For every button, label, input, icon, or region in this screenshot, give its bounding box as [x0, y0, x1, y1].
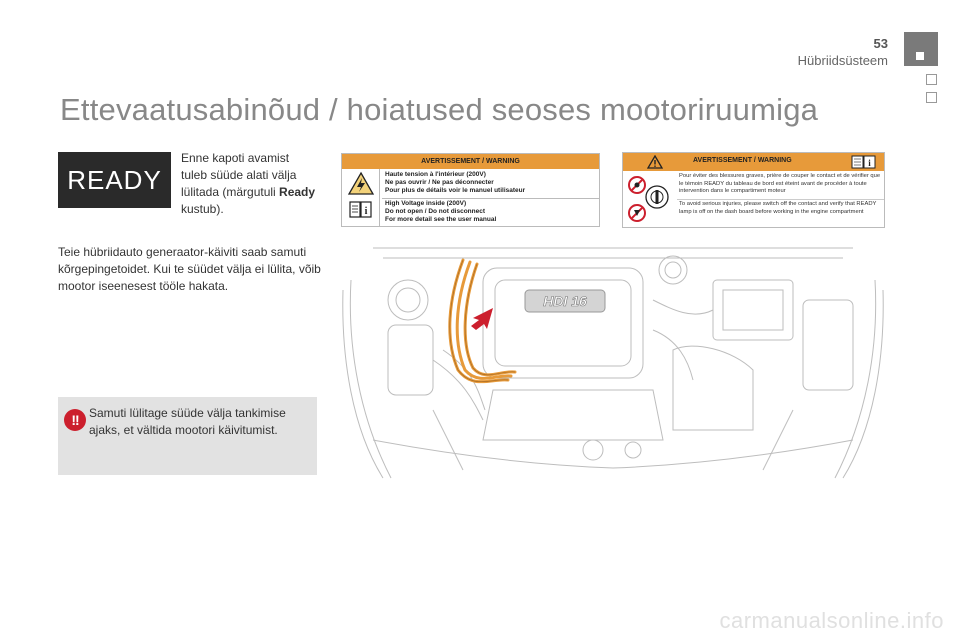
page-number: 53	[873, 36, 888, 51]
warning-en-text: To avoid serious injuries, please switch off the contact and verify that READY lamp is off on the dash board before working in the engine compartment	[679, 201, 877, 215]
section-marker	[904, 32, 938, 66]
note-box	[58, 397, 317, 475]
watermark: carmanualsonline.info	[719, 608, 944, 633]
engine-compartment-illustration	[333, 240, 893, 480]
warning-label-header: AVERTISSEMENT / WARNING	[342, 154, 599, 169]
nav-box-2	[926, 92, 937, 103]
warning-label-large	[622, 152, 885, 228]
warning-triangle-icon	[647, 155, 663, 169]
warning-fr-text: Pour éviter des blessures graves, prière de couper le contact et de vérifier que le témoin READY du tableau de bord est éteint avant de procéder à toute intervention dans le compartiment moteur	[679, 173, 881, 194]
ready-badge: READY	[58, 152, 171, 208]
page-title: Ettevaatusabinõud / hoiatused seoses mootoriruumiga	[60, 92, 819, 127]
svg-text:i: i	[868, 158, 871, 168]
key-ignition-icon	[625, 173, 677, 227]
warning-label-header: AVERTISSEMENT / WARNING	[693, 157, 792, 164]
warning-fr-lines: Haute tension à l'intérieur (200V) Ne pas ouvrir / Ne pas déconnecter Pour plus de détails voir le manuel utilisateur	[385, 171, 526, 194]
intro-text: Enne kapoti avamist tuleb süüde alati välja lülitada (märgutuli Ready kustub).	[181, 151, 316, 216]
engine-cover-text: HDI 16	[543, 293, 587, 309]
note-text: Samuti lülitage süüde välja tankimise ajaks, et vältida mootori käivitumist.	[89, 406, 286, 437]
section-name: Hübriidsüsteem	[797, 53, 888, 68]
nav-box-1	[926, 74, 937, 85]
red-arrow-icon	[471, 308, 493, 330]
svg-text:i: i	[364, 206, 368, 217]
high-voltage-icon	[342, 169, 380, 226]
manual-book-icon	[851, 155, 877, 169]
generator-paragraph: Teie hübriidauto generaator-käiviti saab samuti kõrgepingetoidet. Kui te süüdet välja ei lülita, võib mootor iseenesest tööle hakata.	[58, 245, 321, 293]
exclamation-warning-icon: !!	[64, 409, 86, 431]
warning-en-lines: High Voltage inside (200V) Do not open / Do not disconnect For more detail see the user manual	[385, 200, 497, 223]
warning-label-small	[341, 153, 600, 227]
